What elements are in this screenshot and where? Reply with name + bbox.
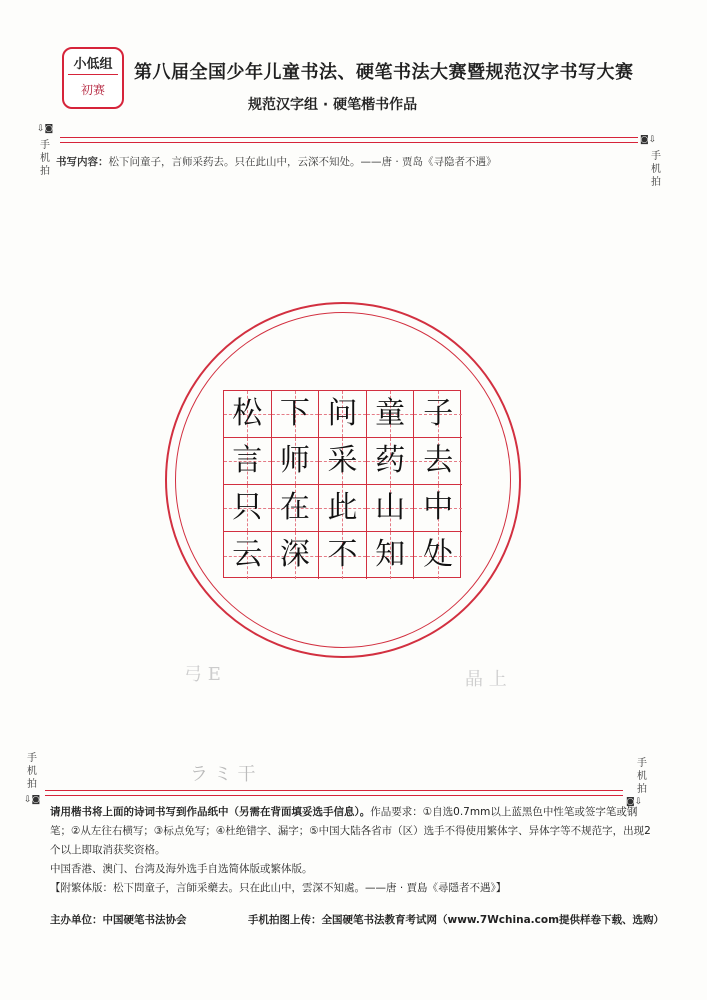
instructions (50, 803, 658, 898)
grid-cell (414, 391, 462, 438)
faint-mark: 弓 E (184, 664, 221, 685)
page-subtitle: 规范汉字组 · 硬笔楷书作品 (248, 97, 418, 113)
grid-cell (224, 391, 272, 438)
grid-cell (414, 532, 462, 579)
grid-character: 下 (279, 396, 310, 431)
faint-mark: ラ ミ 干 (190, 764, 256, 785)
grid-character: 童 (375, 396, 406, 431)
grid-cell (272, 391, 320, 438)
group-label: 小低组 (73, 57, 113, 72)
instruction-requirements: 作品要求：①自选0.7mm以上蓝黑色中性笔或签字笔或钢笔；②从左往右横写；③标点免写；④杜绝错字、漏字；⑤中国大陆各省市（区）选手不得使用繁体字、异体字等不规范字，出现2个以上即取消获奖资格。 (50, 806, 651, 856)
page-title: 第八届全国少年儿童书法、硬笔书法大赛暨规范汉字书写大赛 (134, 62, 634, 83)
bottom-rule-thin (45, 795, 623, 796)
grid-cell (367, 532, 415, 579)
writing-content (56, 154, 497, 169)
grid-cell (272, 485, 320, 532)
writing-grid (223, 390, 461, 578)
grid-cell (319, 485, 367, 532)
grid-character: 松 (232, 396, 263, 431)
side-label-top-left: 手 机 拍 (40, 140, 50, 177)
grid-character: 此 (327, 490, 358, 525)
bottom-rule (45, 790, 623, 791)
group-badge (62, 47, 124, 109)
content-text: 松下问童子，言师采药去。只在此山中，云深不知处。——唐 · 贾岛《寻隐者不遇》 (108, 156, 497, 168)
grid-character: 不 (327, 537, 358, 572)
grid-cell (224, 438, 272, 485)
content-label: 书写内容： (56, 156, 109, 168)
grid-character: 深 (279, 537, 310, 572)
grid-cell (414, 485, 462, 532)
camera-icon: ◙⇩ (626, 797, 643, 807)
grid-cell (272, 438, 320, 485)
stage-label: 初赛 (80, 83, 105, 97)
instruction-traditional: 【附繁体版：松下問童子，言師采藥去。只在此山中，雲深不知處。——唐 · 賈島《尋隱者不遇》】 (50, 882, 507, 894)
grid-character: 子 (423, 396, 454, 431)
grid-character: 去 (423, 443, 454, 478)
grid-character: 知 (375, 537, 406, 572)
grid-character: 言 (232, 443, 263, 478)
side-label-top-right: 手 机 拍 (651, 151, 661, 188)
grid-cell (367, 391, 415, 438)
grid-character: 在 (279, 490, 310, 525)
grid-character: 采 (327, 443, 358, 478)
grid-cell (367, 485, 415, 532)
grid-character: 只 (232, 490, 263, 525)
grid-character: 山 (375, 490, 406, 525)
faint-mark: 晶 上 (465, 669, 507, 690)
grid-character: 师 (279, 443, 310, 478)
grid-cell (414, 438, 462, 485)
grid-character: 云 (232, 537, 263, 572)
grid-cell (319, 532, 367, 579)
camera-icon: ⇩◙ (37, 124, 54, 134)
grid-character: 问 (327, 396, 358, 431)
camera-icon: ⇩◙ (24, 795, 41, 805)
top-rule (60, 137, 638, 138)
grid-cell (319, 438, 367, 485)
grid-cell (272, 532, 320, 579)
organizer: 主办单位：中国硬笔书法协会 (50, 914, 187, 926)
grid-cell (367, 438, 415, 485)
camera-icon: ◙⇩ (640, 135, 657, 145)
badge-divider (68, 74, 118, 75)
grid-cell (224, 485, 272, 532)
grid-character: 中 (423, 490, 454, 525)
instruction-lead: 请用楷书将上面的诗词书写到作品纸中（另需在背面填妥选手信息）。 (50, 806, 371, 818)
side-label-bottom-right: 手 机 拍 (637, 758, 647, 795)
grid-cell (319, 391, 367, 438)
grid-cell (224, 532, 272, 579)
instruction-overseas: 中国香港、澳门、台湾及海外选手自选简体版或繁体版。 (50, 863, 313, 875)
upload-info: 手机拍图上传：全国硬笔书法教育考试网（www.7Wchina.com提供样卷下载、选购） (248, 914, 665, 926)
grid-character: 药 (375, 443, 406, 478)
side-label-bottom-left: 手 机 拍 (27, 753, 37, 790)
top-rule-thin (60, 142, 638, 143)
grid-character: 处 (423, 537, 454, 572)
